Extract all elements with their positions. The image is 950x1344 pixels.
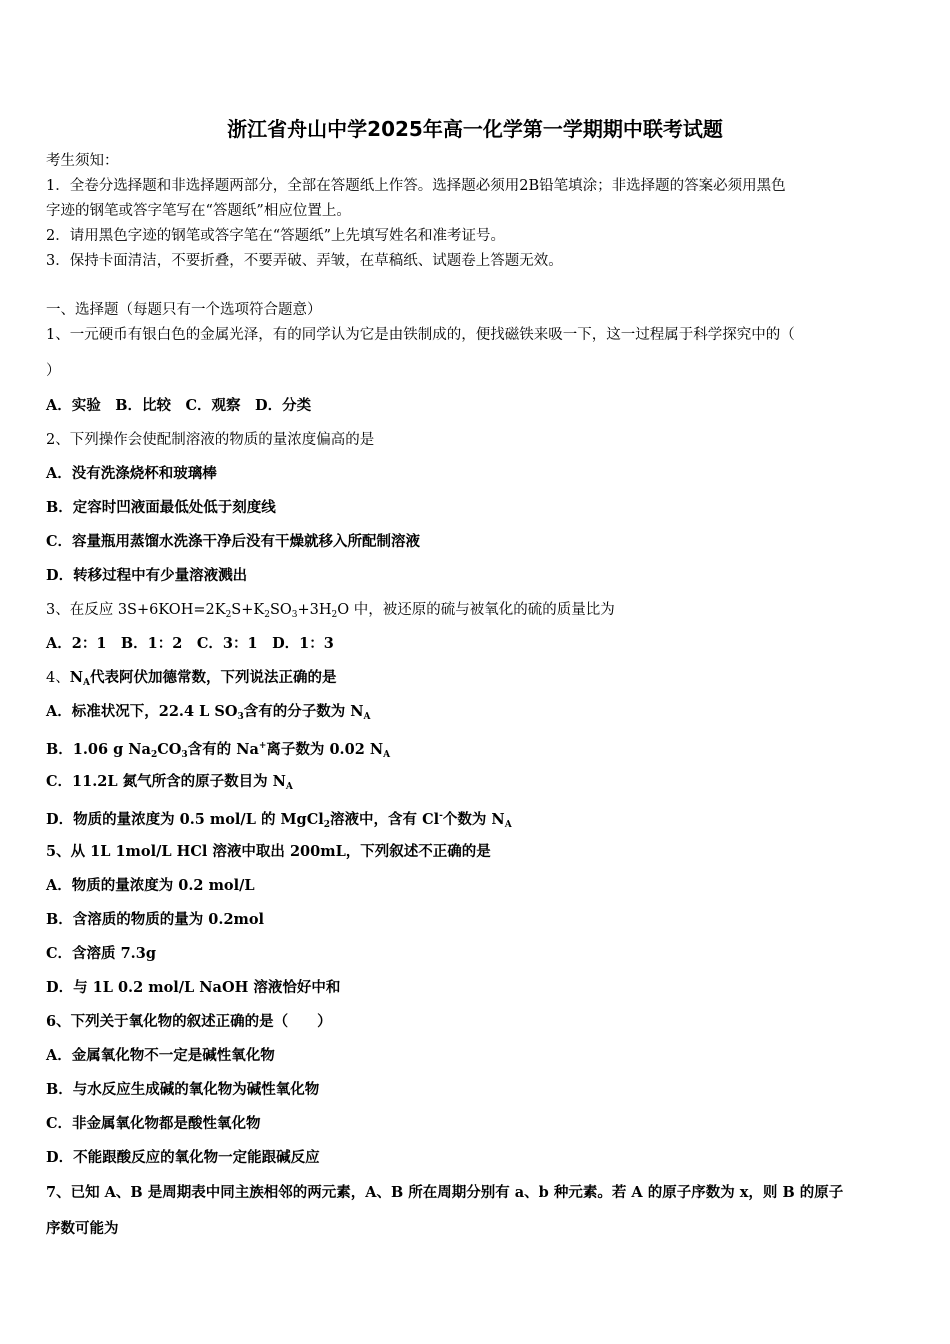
section-heading: 一、选择题（每题只有一个选项符合题意） <box>46 302 322 318</box>
notice-heading: 考生须知： <box>46 153 119 169</box>
notice-item-2: 2．请用黑色字迹的钢笔或答字笔在“答题纸”上先填写姓名和准考证号。 <box>46 228 506 244</box>
q4-option-d: D．物质的量浓度为 0.5 mol/L 的 MgCl$_2$溶液中，含有 Cl-个数为 $N_A$ <box>46 811 512 830</box>
q2-stem: 2、下列操作会使配制溶液的物质的量浓度偏高的是 <box>46 432 375 448</box>
notice-item-1-cont: 字迹的钢笔或答字笔写在“答题纸”相应位置上。 <box>46 203 351 219</box>
q2-option-d: D．转移过程中有少量溶液溅出 <box>46 567 248 584</box>
q6-option-a: A．金属氧化物不一定是碱性氧化物 <box>46 1047 275 1064</box>
q2-option-c: C．容量瓶用蒸馏水洗涤干净后没有干燥就移入所配制溶液 <box>46 533 421 550</box>
q4-stem: 4、$N_A$代表阿伏加德常数，下列说法正确的是 <box>46 669 337 688</box>
q5-option-b: B．含溶质的物质的量为 0.2mol <box>46 911 265 928</box>
q6-option-d: D．不能跟酸反应的氧化物一定能跟碱反应 <box>46 1149 320 1166</box>
page-title: 浙江省舟山中学2025年高一化学第一学期期中联考试题 <box>227 117 723 141</box>
q2-option-a: A．没有洗涤烧杯和玻璃棒 <box>46 465 217 482</box>
q4-option-b: B．1.06 g $Na_2CO_3$含有的 Na+离子数为 0.02 $N_A$ <box>46 741 391 760</box>
q1-stem: 1、一元硬币有银白色的金属光泽，有的同学认为它是由铁制成的，便找磁铁来吸一下，这一过程属于科学探究中的（ <box>46 327 795 343</box>
q3-stem: 3、在反应 $3S+6KOH=2K_2S+K_2SO_3+3H_2O$ 中，被还原的硫与被氧化的硫的质量比为 <box>46 602 615 620</box>
q1-options: A．实验 B．比较 C．观察 D．分类 <box>46 397 312 414</box>
q7-stem-cont: 序数可能为 <box>46 1220 119 1237</box>
q6-stem: 6、下列关于氧化物的叙述正确的是（ ） <box>46 1013 332 1030</box>
notice-item-1: 1．全卷分选择题和非选择题两部分，全部在答题纸上作答。选择题必须用2B铅笔填涂；非选择题的答案必须用黑色 <box>46 178 786 194</box>
q3-options: A．2：1 B．1：2 C．3：1 D．1：3 <box>46 635 334 652</box>
q5-option-d: D．与 1L 0.2 mol/L NaOH 溶液恰好中和 <box>46 979 341 996</box>
notice-item-3: 3．保持卡面清洁，不要折叠，不要弄破、弄皱，在草稿纸、试题卷上答题无效。 <box>46 253 563 269</box>
q7-stem: 7、已知 A、B 是周期表中同主族相邻的两元素，A、B 所在周期分别有 a、b 种元素。若 A 的原子序数为 x，则 B 的原子 <box>46 1184 844 1201</box>
q6-option-b: B．与水反应生成碱的氧化物为碱性氧化物 <box>46 1081 320 1098</box>
q4-option-a: A．标准状况下，22.4 L $SO_3$含有的分子数为 $N_A$ <box>46 703 371 722</box>
q1-stem-cont: ） <box>46 363 61 379</box>
q6-option-c: C．非金属氧化物都是酸性氧化物 <box>46 1115 261 1132</box>
q5-stem: 5、从 1L 1mol/L HCl 溶液中取出 200mL，下列叙述不正确的是 <box>46 843 491 860</box>
q5-option-a: A．物质的量浓度为 0.2 mol/L <box>46 877 255 894</box>
q2-option-b: B．定容时凹液面最低处低于刻度线 <box>46 499 276 516</box>
q5-option-c: C．含溶质 7.3g <box>46 945 156 962</box>
q4-option-c: C．11.2L 氮气所含的原子数目为 $N_A$ <box>46 773 293 792</box>
